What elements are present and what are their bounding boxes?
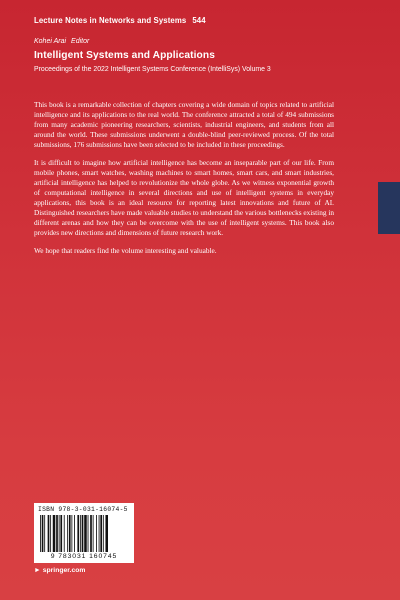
barcode-bar: [56, 515, 58, 552]
barcode-bar: [42, 515, 44, 552]
barcode-bar: [71, 515, 72, 552]
barcode-bar: [64, 515, 65, 552]
barcode-bar: [77, 515, 79, 552]
book-title: Intelligent Systems and Applications: [34, 50, 215, 61]
barcode-bar: [44, 515, 45, 552]
description-paragraph-2: It is difficult to imagine how artificial intelligence has become an inseparable part of our life. From mobile phones, smart watches, washing machines to smart homes, smart cars, and smart industries, artificial intelligence has helped to revolutionize the whole globe. As we witness exponential growth of computational intelligence in several directions and use of intelligent systems in everyday applications, this book is an ideal resource for reporting latest innovations and future of AI. Distinguished researchers have made valuable studies to understand the various bottlenecks existing in different arenas and how they can be overcome with the use of intelligent systems. This book also provides new directions and dimensions of future research work.: [34, 158, 334, 237]
description-paragraph-3: We hope that readers find the volume interesting and valuable.: [34, 246, 217, 255]
barcode-bar: [80, 515, 81, 552]
barcode-bar: [59, 515, 60, 552]
barcode-bar: [82, 515, 84, 552]
barcode-bar: [84, 515, 87, 552]
arrow-icon: ►: [34, 567, 41, 574]
barcode-digits: 9 783031 160745: [50, 553, 118, 560]
series-name: Lecture Notes in Networks and Systems: [34, 16, 187, 25]
barcode-bar: [88, 515, 89, 552]
book-subtitle: Proceedings of the 2022 Intelligent Systems Conference (IntelliSys) Volume 3: [34, 66, 271, 73]
barcode-bar: [96, 515, 97, 552]
barcode-bar: [40, 515, 41, 552]
barcode-bar: [48, 515, 50, 552]
side-color-tab: [378, 182, 400, 234]
barcode-bar: [60, 515, 62, 552]
description-paragraph-1: This book is a remarkable collection of chapters covering a wide domain of topics related to artificial intelligence and its applications to the real world. The conference attracted a total of 494 submissions from many academic pioneering researchers, scientists, industrial engineers, and students from all around the world. These submissions underwent a double-blind peer-reviewed process. Of the total submissions, 176 submissions have been selected to be included in these proceedings.: [34, 100, 334, 149]
barcode-bar: [69, 515, 71, 552]
barcode-bar: [100, 515, 102, 552]
publisher-url: springer.com: [42, 567, 86, 574]
isbn-barcode-box: [34, 503, 134, 563]
barcode-bar: [103, 515, 104, 552]
barcode-bar: [50, 515, 51, 552]
barcode-bar: [105, 515, 108, 552]
barcode-graphic: [38, 515, 130, 552]
series-number: 544: [192, 16, 206, 25]
barcode-bar: [99, 515, 100, 552]
editor-role: Editor: [71, 38, 90, 45]
barcode-bar: [74, 515, 75, 552]
book-description: [34, 100, 334, 264]
barcode-bar: [67, 515, 68, 552]
editor-name: Kohei Arai: [34, 38, 67, 45]
publisher-website[interactable]: [34, 567, 85, 574]
barcode-bar: [90, 515, 92, 552]
editor-line: [34, 38, 89, 45]
isbn-label: ISBN 978-3-031-16074-5: [38, 506, 128, 513]
barcode-bar: [93, 515, 94, 552]
series-line: [34, 16, 206, 25]
barcode-bar: [53, 515, 56, 552]
